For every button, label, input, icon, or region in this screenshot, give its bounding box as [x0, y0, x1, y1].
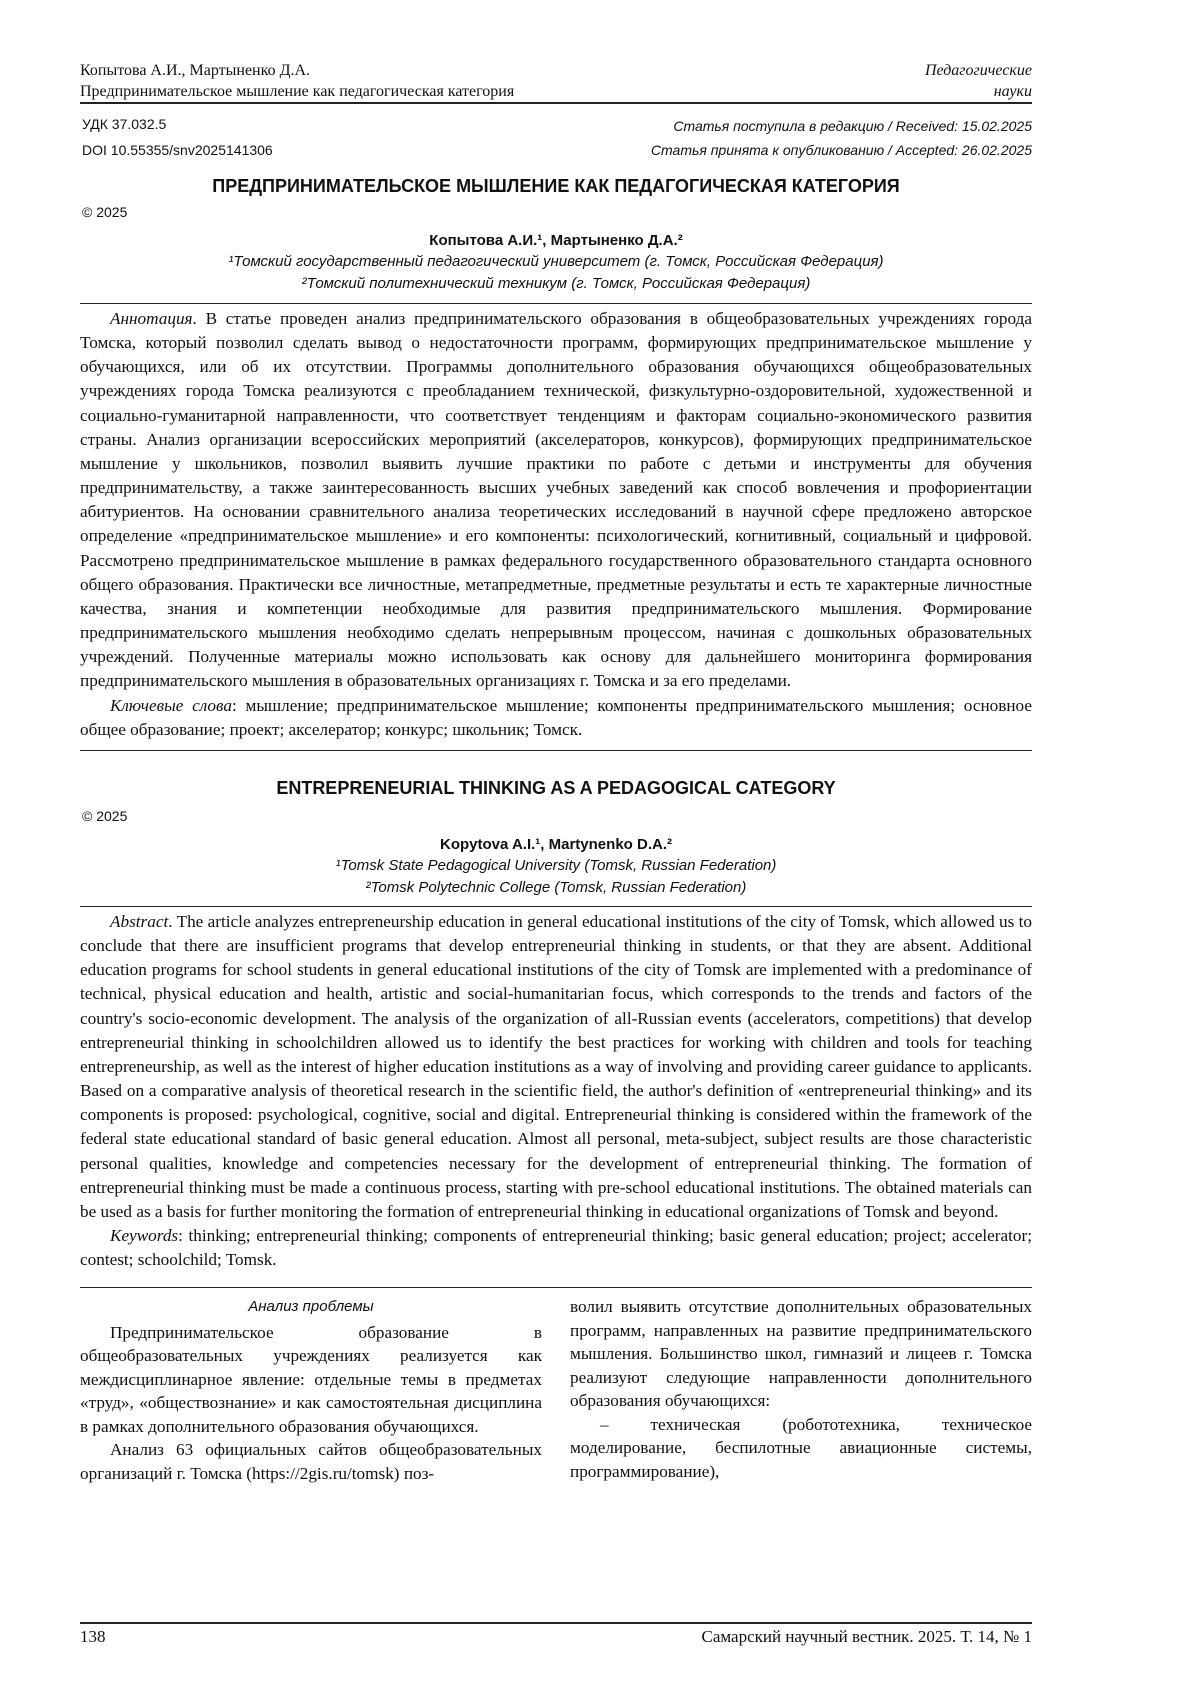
body-left-column [80, 1295, 542, 1485]
en-title: ENTREPRENEURIAL THINKING AS A PEDAGOGICAL CATEGORY [276, 778, 836, 798]
ru-keywords-text: : мышление; предпринимательское мышление; компоненты предпринимательского мышления; основное общее образование; проект; акселератор; конкурс; школьник; Томск. [80, 695, 1032, 739]
ru-affiliation-2: ²Томский политехнический техникум (г. Томск, Российская Федерация) [301, 275, 811, 292]
ru-keywords-paragraph [80, 694, 1032, 742]
body-paragraph: Предпринимательское образование в общеобразовательных учреждениях реализуется как междисциплинарное явление: отдельные темы в предметах «труд», «обществознание» и как самостоятельная дисциплина в рамках дополнительного образования обучающихся. [80, 1322, 542, 1436]
ru-abstract-label: Аннотация [110, 309, 193, 328]
doi: DOI 10.55355/snv2025141306 [82, 142, 273, 158]
ru-abstract-text: . В статье проведен анализ предпринимательского образования в общеобразовательных учреждениях города Томска, который позволил сделать вывод о недостаточности программ, формирующих предпринимательское мышление у обучающихся, или об их отсутствии. Программы дополнительного образования обучающихся общеобразовательных учреждениях города Томска реализуются с преобладанием технической, физкультурно-оздоровительной, художественной и социально-гуманитарной направленности, что соответствует тенденциям и факторам социально-экономического развития страны. Анализ организации всероссийских мероприятий (акселераторов, конкурсов), формирующих предпринимательское мышление у школьников, позволил выявить лучшие практики по работе с детьми и инструменты для обучения предпринимательству, а также заинтересованность высших учебных заведений как способ вовлечения и профориентации абитуриентов. На основании сравнительного анализа теоретических исследований в научной сфере предложено авторское определение «предпринимательское мышление» и его компоненты: психологический, когнитивный, социальный и цифровой. Рассмотрено предпринимательское мышление в рамках федерального государственного образовательного стандарта основного общего образования. Практически все личностные, метапредметные, предметные результаты и есть те характерные личностные качества, знания и компетенции необходимые для развития предпринимательского мышления. Формирование предпринимательского мышления необходимо сделать непрерывным процессом, начиная с дошкольных образовательных учреждений. Полученные материалы можно использовать как основу для дальнейшего мониторинга формирования предпринимательского мышления в образовательных организациях г. Томска и за его пределами. [80, 309, 1032, 691]
en-affiliation-1: ¹Tomsk State Pedagogical University (Tomsk, Russian Federation) [335, 857, 777, 874]
udc: УДК 37.032.5 [82, 116, 167, 132]
running-header-left [80, 60, 514, 102]
header-rule [80, 102, 1032, 104]
body-paragraph: волил выявить отсутствие дополнительных образовательных программ, направленных на развитие предпринимательского мышления. Большинство школ, гимназий и лицеев г. Томска реализуют следующие направленности дополнительного образования обучающихся: [570, 1297, 1032, 1410]
en-abstract-bottom-rule [80, 1287, 1032, 1288]
ru-affiliation-1: ¹Томский государственный педагогический университет (г. Томск, Российская Федерация) [228, 253, 884, 270]
body-list-item: – техническая (робототехника, техническое моделирование, беспилотные авиационные системы, программирование), [570, 1414, 1032, 1481]
ru-title: ПРЕДПРИНИМАТЕЛЬСКОЕ МЫШЛЕНИЕ КАК ПЕДАГОГИЧЕСКАЯ КАТЕГОРИЯ [212, 176, 900, 196]
header-authors: Копытова А.И., Мартыненко Д.А. [80, 62, 311, 79]
en-keywords-label: Keywords [110, 1226, 179, 1246]
ru-authors: Копытова А.И.¹, Мартыненко Д.А.² [429, 232, 683, 249]
body-paragraph: Анализ 63 официальных сайтов общеобразовательных организаций г. Томска (https://2gis.ru/tomsk) поз- [80, 1440, 542, 1483]
ru-abstract-bottom-rule [80, 750, 1032, 751]
footer-rule [80, 1622, 1032, 1624]
en-authors: Kopytova A.I.¹, Martynenko D.A.² [440, 836, 672, 853]
en-abstract-paragraph [80, 910, 1032, 1224]
body-right-column [570, 1295, 1032, 1483]
en-keywords-text: : thinking; entrepreneurial thinking; components of entrepreneurial thinking; basic general education; project; accelerator; contest; schoolchild; Tomsk. [80, 1226, 1032, 1270]
ru-keywords-label: Ключевые слова [110, 695, 232, 715]
header-section-line1: Педагогические [924, 62, 1032, 79]
ru-copyright: © 2025 [82, 204, 128, 220]
en-copyright: © 2025 [82, 808, 128, 824]
header-short-title: Предпринимательское мышление как педагогическая категория [80, 83, 515, 100]
en-affiliation-2: ²Tomsk Polytechnic College (Tomsk, Russian Federation) [365, 879, 747, 896]
accepted-date: Статья принята к опубликованию / Accepted: 26.02.2025 [650, 142, 1032, 158]
received-date: Статья поступила в редакцию / Received: 15.02.2025 [673, 118, 1032, 134]
en-abstract [80, 910, 1032, 1272]
ru-abstract [80, 307, 1032, 742]
ru-abstract-top-rule [80, 303, 1032, 304]
en-abstract-text: . The article analyzes entrepreneurship education in general educational institutions of the city of Tomsk, which allowed us to conclude that there are insufficient programs that develop entrepreneurial thinking in students, or that they are absent. Additional education programs for school students in general educational institutions of the city of Tomsk are implemented with a predominance of technical, physical education and health, artistic and social-humanitarian focus, which corresponds to the trends and factors of the country's socio-economic development. The analysis of the organization of all-Russian events (accelerators, competitions) that develop entrepreneurial thinking in schoolchildren allowed us to identify the best practices for working with children and tools for teaching entrepreneurship, as well as the interest of higher education institutions as a way of involving and providing career guidance to applicants. Based on a comparative analysis of theoretical research in the scientific field, the author's definition of «entrepreneurial thinking» and its components is proposed: psychological, cognitive, social and digital. Entrepreneurial thinking is considered within the framework of the federal state educational standard of basic general education. Almost all personal, meta-subject, subject results are those characteristic personal qualities, knowledge and competencies necessary for the development of entrepreneurial thinking. The formation of entrepreneurial thinking must be made a continuous process, starting with pre-school educational institutions. The obtained materials can be used as a basis for further monitoring the formation of entrepreneurial thinking in educational organizations of Tomsk and beyond. [80, 912, 1032, 1221]
en-keywords-paragraph [80, 1224, 1032, 1272]
running-header-right [925, 60, 1032, 102]
section-heading: Анализ проблемы [248, 1298, 374, 1315]
journal-citation: Самарский научный вестник. 2025. Т. 14, № 1 [701, 1627, 1032, 1646]
en-abstract-top-rule [80, 906, 1032, 907]
ru-abstract-paragraph [80, 307, 1032, 694]
en-abstract-label: Abstract [110, 912, 169, 931]
header-section-line2: науки [993, 83, 1032, 100]
page-number: 138 [80, 1627, 106, 1646]
